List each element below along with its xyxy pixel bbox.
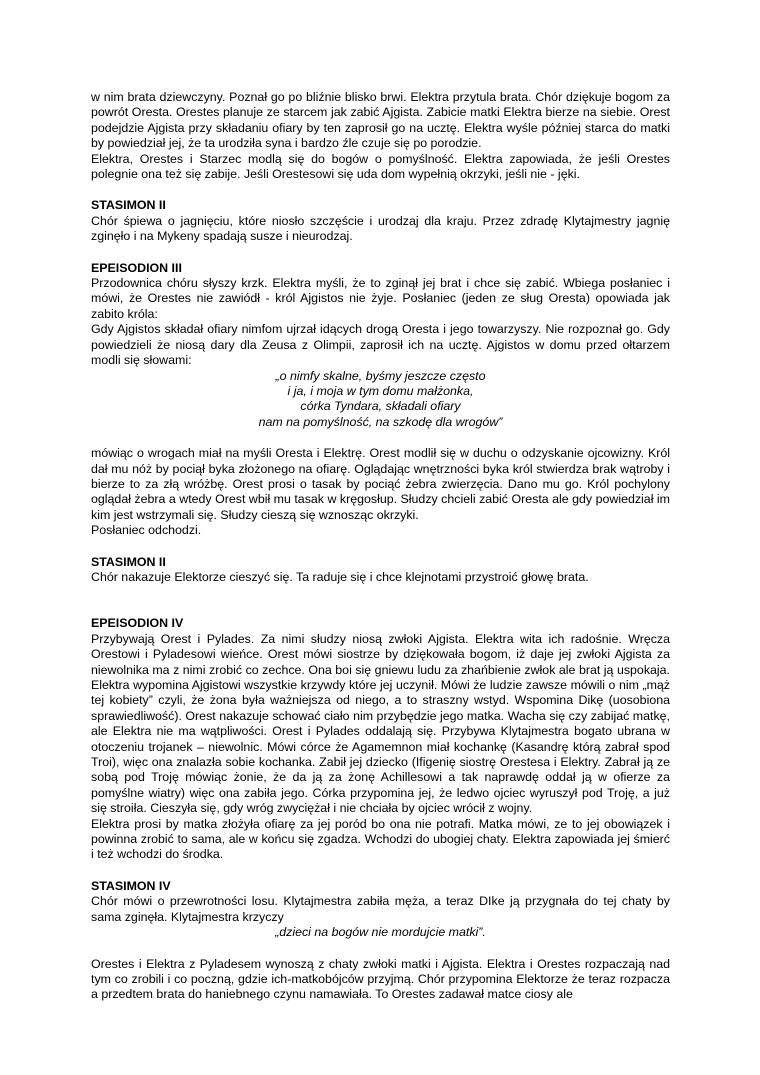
paragraph-epeisodion-4-main: Przybywają Orest i Pylades. Za nimi słudzy niosą zwłoki Ajgista. Elektra wita ich radośnie. Wręcza Orestowi i Pyladesowi wieńce. Orest mówi siostrze by dziękowała bogom, iż daje jej zwłoki Ajgista za niewolnika ma z nimi zrobić co zechce. Ona boi się gniewu ludu za zhańbienie zwłok ale brat ją uspokaja. Elektra wypomina Ajgistowi wszystkie krzywdy które jej uczynił. Mówi że ludzie zawsze mówili o nim „mąż tej kobiety” czyli, że żona była ważniejsza od niego, a to straszny wstyd. Wspomina Dikę (uosobiona sprawiedliwość). Orest nakazuje schować ciało nim przybędzie jego matka. Wacha się czy zabijać matkę, ale Elektra nie ma wątpliwości. Orest i Pylades oddalają się. Przybywa Klytajmestra bogato ubrana w otoczeniu trojanek – niewolnic. Mówi córce że Agamemnon miał kochankę (Kasandrę którą zabrał spod Troi), więc ona znalazła sobie kochanka. Zabił jej dziecko (Ifigenię siostrę Orestesa i Elektry. Zabrał ją ze sobą pod Troję mówiąc żonie, że da ją za żonę Achillesowi a tak naprawdę oddał ją w ofierze za pomyślne wiatry) więc ona zabiła jego. Córka przypomina jej, że ledwo ojciec wyruszył pod Troję, a już się stroiła. Cieszyła się, gdy wróg zwyciężał i nie chciała by ojciec wrócił z wojny.: [91, 631, 670, 816]
verse-line: i ja, i moja w tym domu małżonka,: [287, 383, 474, 398]
paragraph-epeisodion-3-killing: mówiąc o wrogach miał na myśli Oresta i Elektrę. Orest modlił się w duchu o odzyskanie ojcowizny. Król dał mu nóż by pociął byka złożonego na ofiarę. Oglądając wnętrzności byka król stwierdza brak wątroby i bierze to za złą wróżbę. Orest prosi o tasak by pociąć żebra zwierzęcia. Dano mu go. Król pochylony oglądał żebra a wtedy Orest wbił mu tasak w kręgosłup. Słudzy chcieli zabić Oresta ale gdy powiedział im kim jest wstrzymali się. Słudzy cieszą się wznosząc okrzyki.: [91, 446, 670, 522]
paragraph-epeisodion-3-exit: Posłaniec odchodzi.: [91, 523, 202, 538]
paragraph-stasimon-4: Chór mówi o przewrotności losu. Klytajmestra zabiła męża, a teraz DIke ją przygnała do tej chaty by sama zginęła. Klytajmestra krzyczy: [91, 894, 670, 924]
verse-quote: [91, 369, 670, 431]
quote-klytajmestra: „dzieci na bogów nie mordujcie matki”.: [275, 925, 486, 940]
section-heading-stasimon-4: STASIMON IV: [91, 878, 171, 893]
paragraph-ending: Orestes i Elektra z Pyladesem wynoszą z chaty zwłoki matki i Ajgista. Elektra i Orestes rozpaczają nad tym co zrobili i co poczną, gdzie ich-matkobójców przyjmą. Chór przypomina Elektorze że teraz rozpacza a przedtem brata do haniebnego czynu namawiała. To Orestes zadawał matce ciosy ale: [91, 956, 670, 1002]
section-heading-stasimon-2a: STASIMON II: [91, 198, 166, 213]
section-heading-stasimon-2b: STASIMON II: [91, 554, 166, 569]
paragraph-epeisodion-3-intro: Przodownica chóru słyszy krzk. Elektra myśli, że to zginął jej brat i chce się zabić. Wbiega posłaniec i mówi, że Orestes nie zawiódł - król Ajgistos nie żyje. Posłaniec (jeden ze sług Oresta) opowiada jak zabito króla:: [91, 276, 670, 321]
paragraph-stasimon-2a: Chór śpiewa o jagnięciu, które niosło szczęście i urodzaj dla kraju. Przez zdradę Klytajmestry jagnię zginęło i na Mykeny spadają susze i nieurodzaj.: [91, 213, 670, 244]
document-page: [91, 90, 670, 1003]
section-heading-epeisodion-3: EPEISODION III: [91, 260, 182, 275]
paragraph-recognition: w nim brata dziewczyny. Poznał go po bliźnie blisko brwi. Elektra przytula brata. Chór dziękuje bogom za powrót Oresta. Orestes planuje ze starcem jak zabić Ajgista. Zabicie matki Elektra bierze na siebie. Orest podejdzie Ajgista przy składaniu ofiary by ten zaprosił go na ucztę. Elektra wyśle później starca do matki by powiedział jej, że ta urodziła syna i bardzo źle czuje się po porodzie.: [91, 90, 670, 151]
section-heading-epeisodion-4: EPEISODION IV: [91, 616, 184, 631]
verse-line: „o nimfy skalne, byśmy jeszcze często: [275, 368, 486, 383]
verse-line: córka Tyndara, składali ofiary: [300, 399, 461, 414]
paragraph-prayer: Elektra, Orestes i Starzec modlą się do bogów o pomyślność. Elektra zapowiada, że jeśli Orestes polegnie ona też się zabije. Jeśli Orestesowi się uda dom wypełnią okrzyki, jeśli nie - jęki.: [91, 151, 670, 182]
paragraph-stasimon-2b: Chór nakazuje Elektorze cieszyć się. Ta raduje się i chce klejnotami przystroić głowę brata.: [91, 569, 589, 584]
paragraph-epeisodion-3-sacrifice: Gdy Ajgistos składał ofiary nimfom ujrzał idących drogą Oresta i jego towarzyszy. Nie rozpoznał go. Gdy powiedzieli że niosą dary dla Zeusa z Olimpii, zaprosił ich na ucztę. Ajgistos w domu przed ołtarzem modli się słowami:: [91, 322, 670, 368]
verse-line: nam na pomyślność, na szkodę dla wrogów”: [258, 414, 503, 429]
paragraph-epeisodion-4-offering: Elektra prosi by matka złożyła ofiarę za jej poród bo ona nie potrafi. Matka mówi, ze to jej obowiązek i powinna zrobić to sama, ale w końcu się zgadza. Wchodzi do ubogiej chaty. Elektra zapowiada jej śmierć i też wchodzi do środka.: [91, 816, 670, 862]
